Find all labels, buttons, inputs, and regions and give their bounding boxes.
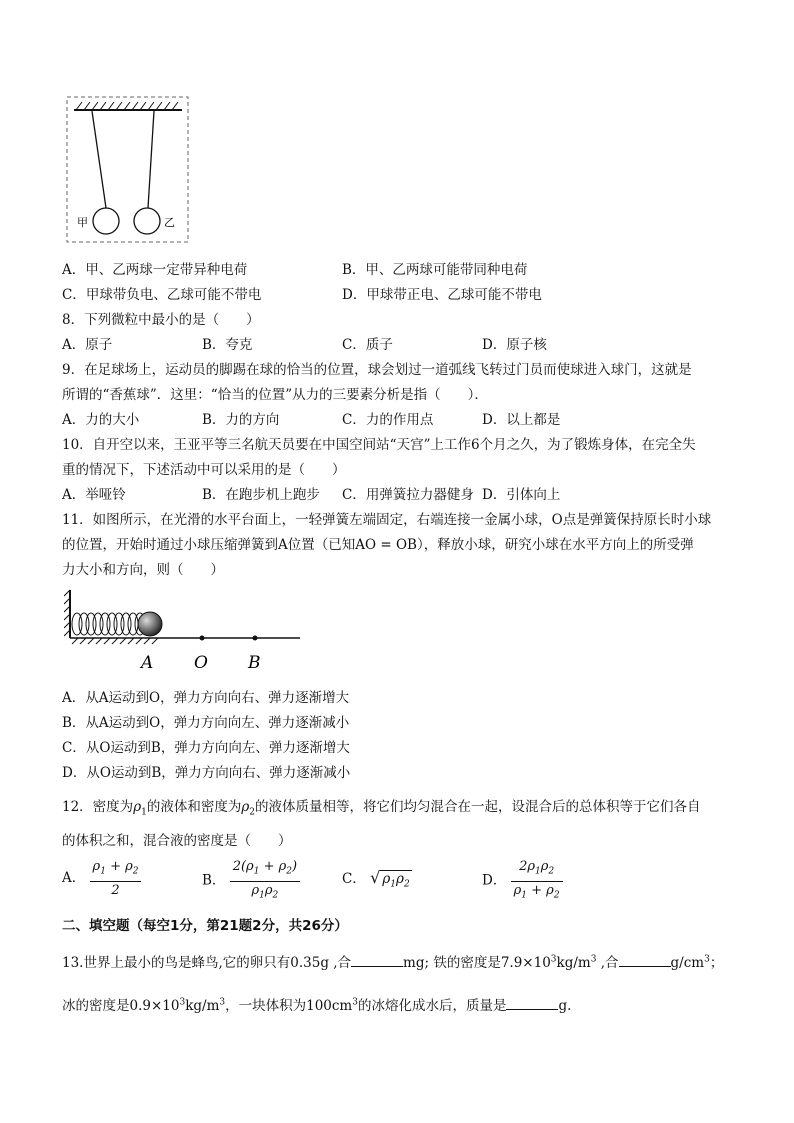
point-o-label: O xyxy=(194,653,208,673)
label-jia: 甲 xyxy=(77,216,88,229)
q7-option-b: B．甲、乙两球可能带同种电荷 xyxy=(342,262,528,278)
q13-line2: 冰的密度是$0.9\times 10^3kg/m^3$，一块体积为$100cm^3$的冰熔化成水后，质量是 g. xyxy=(62,997,572,1014)
q12-option-a: A． $\frac{\rho_1 + \rho_2}{2}$ xyxy=(62,858,141,899)
q10-stem-line2: 重的情况下，下述活动中可以采用的是（ ） xyxy=(62,462,346,478)
section-2-title: 二、填空题（每空1分，第21题2分，共26分） xyxy=(62,918,348,934)
q11-stem-line3: 力大小和方向，则（ ） xyxy=(62,562,224,578)
q11-option-d: D．从O运动到B，弹力方向向右、弹力逐渐减小 xyxy=(62,765,351,781)
q12-stem-line1: 12．密度为$\rho_1$的液体和密度为$\rho_2$的液体质量相等，将它们均匀混合在一起，设混合后的总体积等于它们各自 xyxy=(62,799,701,818)
q13-blank-1[interactable] xyxy=(351,954,403,967)
pendulum-figure xyxy=(66,96,190,244)
metal-ball xyxy=(138,612,162,636)
q12-option-c: C． √ $\rho_1\rho_2$ xyxy=(342,868,410,890)
q8-option-c: C．质子 xyxy=(342,337,393,353)
q7-option-a: A．甲、乙两球一定带异种电荷 xyxy=(62,262,248,278)
q7-option-c: C．甲球带负电、乙球可能不带电 xyxy=(62,287,262,303)
q12-stem-line2: 的体积之和，混合液的密度是（ ） xyxy=(62,833,292,849)
label-yi: 乙 xyxy=(164,216,175,229)
q9-option-a: A．力的大小 xyxy=(62,412,140,428)
q13-line1: 13.世界上最小的鸟是蜂鸟,它的卵只有0.35g ,合 mg; 铁的密度是$7.9\times 10^3kg/m^3$ ,合 $g/cm^3$； xyxy=(62,954,724,971)
q7-option-d: D．甲球带正电、乙球可能不带电 xyxy=(342,287,542,303)
q9-option-b: B．力的方向 xyxy=(202,412,280,428)
q13-blank-2[interactable] xyxy=(619,954,671,967)
q12-option-b: B． $\frac{2(\rho_1 + \rho_2)}{\rho_1\rho_2}$ xyxy=(202,858,300,904)
q11-stem-line2: 的位置，开始时通过小球压缩弹簧到A位置（已知AO = OB），释放小球，研究小球在水平方向上的所受弹 xyxy=(62,537,694,553)
q12-option-d: D． $\frac{2\rho_1\rho_2}{\rho_1 + \rho_2}$ xyxy=(482,858,563,904)
q8-option-a: A．原子 xyxy=(62,337,113,353)
q8-option-d: D．原子核 xyxy=(482,337,547,353)
q11-option-b: B．从A运动到O，弹力方向向左、弹力逐渐减小 xyxy=(62,715,350,731)
q10-stem-line1: 10．自开空以来，王亚平等三名航天员要在中国空间站“天宫”上工作6个月之久，为了锻炼身体，在完全失 xyxy=(62,437,696,453)
q9-stem-line1: 9．在足球场上，运动员的脚踢在球的恰当的位置，球会划过一道弧线飞转过门员而使球进入球门，这就是 xyxy=(62,362,692,378)
q10-option-a: A．举哑铃 xyxy=(62,487,126,503)
point-b-label: B xyxy=(248,653,261,673)
point-a-label: A xyxy=(141,653,154,673)
ball-yi xyxy=(134,208,160,234)
q9-option-c: C．力的作用点 xyxy=(342,412,434,428)
q8-option-b: B．夸克 xyxy=(202,337,253,353)
q11-option-a: A．从A运动到O，弹力方向向右、弹力逐渐增大 xyxy=(62,690,350,706)
q10-option-c: C．用弹簧拉力器健身 xyxy=(342,487,474,503)
q8-stem: 8．下列微粒中最小的是（ ） xyxy=(62,312,260,328)
q9-stem-line2: 所谓的“香蕉球”．这里：“恰当的位置”从力的三要素分析是指（ ）． xyxy=(62,387,488,403)
q11-stem-line1: 11．如图所示，在光滑的水平台面上，一轻弹簧左端固定，右端连接一金属小球，O点是弹簧保持原长时小球 xyxy=(62,512,712,528)
spring-figure xyxy=(64,588,304,674)
q10-option-b: B．在跑步机上跑步 xyxy=(202,487,320,503)
q11-option-c: C．从O运动到B，弹力方向向左、弹力逐渐增大 xyxy=(62,740,350,756)
q13-blank-3[interactable] xyxy=(506,997,558,1010)
q9-option-d: D．以上都是 xyxy=(482,412,561,428)
ball-jia xyxy=(93,208,119,234)
q10-option-d: D．引体向上 xyxy=(482,487,561,503)
